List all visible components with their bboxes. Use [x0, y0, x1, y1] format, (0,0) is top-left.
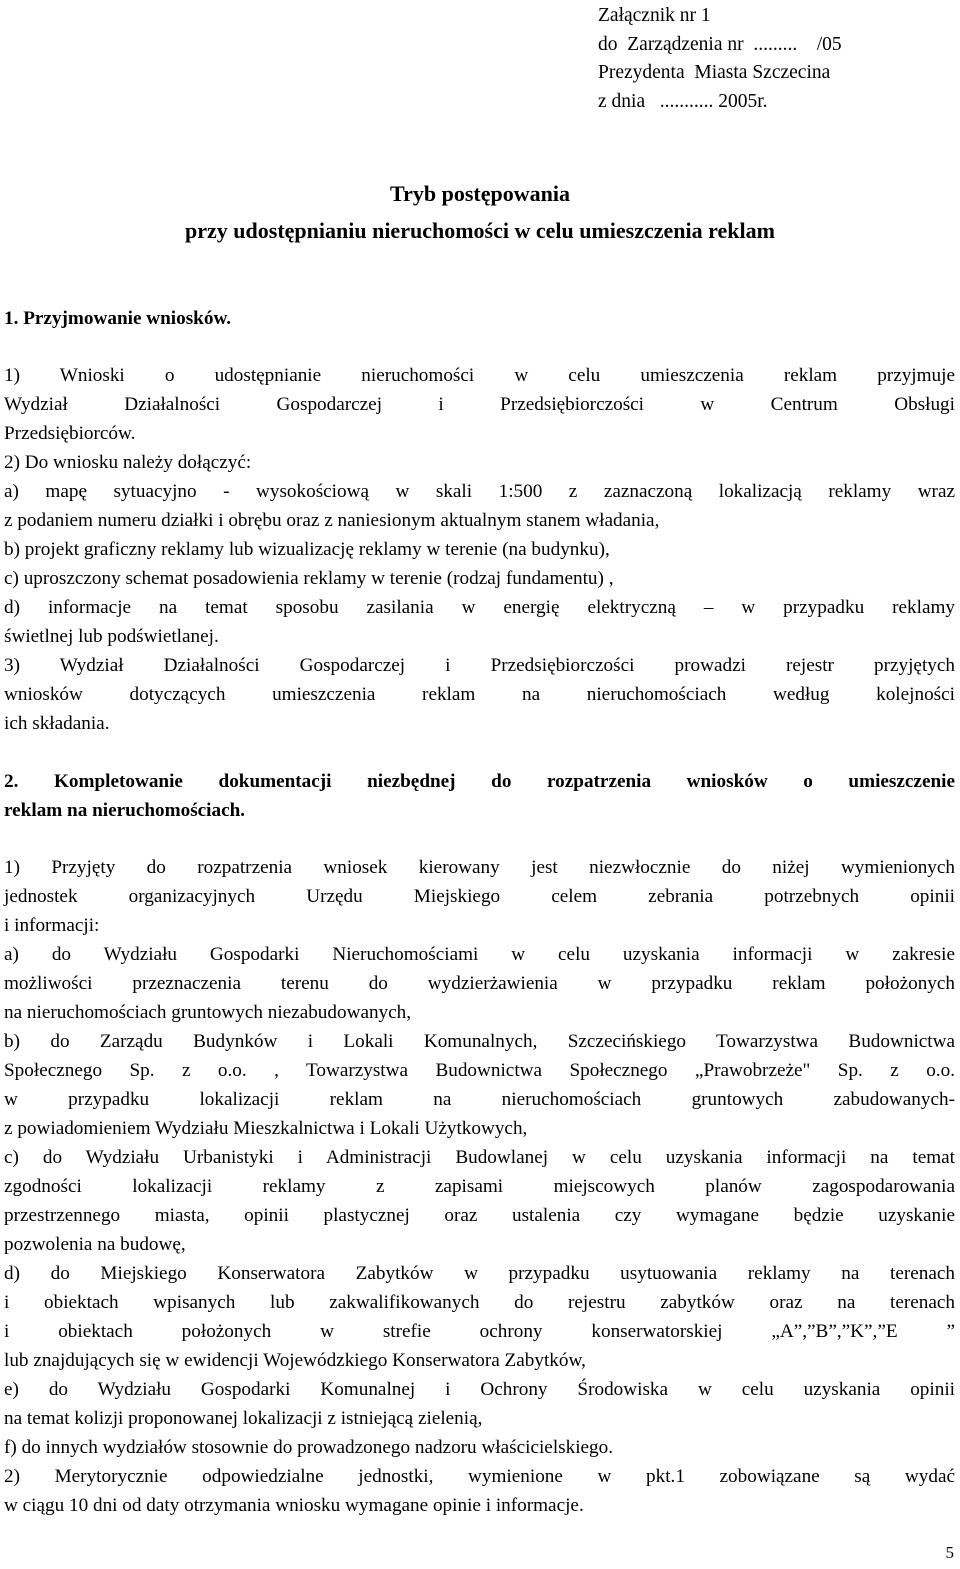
section-2-item-c-line-1: c) do Wydziału Urbanistyki i Administracji Budowlanej w celu uzyskania informacji na temat — [4, 1147, 955, 1168]
section-2-point-1-line-2: jednostek organizacyjnych Urzędu Miejskiego celem zebrania potrzebnych opinii — [4, 886, 955, 907]
section-1-point-3 — [4, 651, 955, 738]
section-2-item-b-line-1: b) do Zarządu Budynków i Lokali Komunalnych, Szczecińskiego Towarzystwa Budownictwa — [4, 1031, 955, 1052]
page-number: 5 — [945, 1543, 954, 1562]
section-2-item-b-line-4: z powiadomieniem Wydziału Mieszkalnictwa i Lokali Użytkowych, — [4, 1118, 528, 1139]
title-line-1: Tryb postępowania — [390, 181, 570, 206]
section-2-item-b-line-3: w przypadku lokalizacji reklam na nieruchomościach gruntowych zabudowanych- — [4, 1089, 955, 1110]
section-1-item-a-line-1: a) mapę sytuacyjno - wysokościową w skali 1:500 z zaznaczoną lokalizacją reklamy wraz — [4, 481, 955, 502]
section-1-point-2 — [4, 448, 955, 651]
section-2-item-f: f) do innych wydziałów stosownie do prowadzonego nadzoru właścicielskiego. — [4, 1437, 614, 1458]
section-2-item-c-line-2: zgodności lokalizacji reklamy z zapisami miejscowych planów zagospodarowania — [4, 1176, 955, 1197]
section-1-point-1-line-2: Wydział Działalności Gospodarczej i Przedsiębiorczości w Centrum Obsługi — [4, 394, 955, 415]
section-2-item-d-line-1: d) do Miejskiego Konserwatora Zabytków w przypadku usytuowania reklamy na terenach — [4, 1263, 955, 1284]
attachment-header — [598, 2, 958, 116]
section-2-item-e-line-1: e) do Wydziału Gospodarki Komunalnej i Ochrony Środowiska w celu uzyskania opinii — [4, 1379, 955, 1400]
section-2-item-a-line-2: możliwości przeznaczenia terenu do wydzierżawienia w przypadku reklam położonych — [4, 973, 955, 994]
header-line-2: do Zarządzenia nr ......... /05 — [598, 33, 842, 55]
section-2-heading-line-1: 2. Kompletowanie dokumentacji niezbędnej do rozpatrzenia wniosków o umieszczenie — [4, 771, 955, 792]
section-1-heading-text: 1. Przyjmowanie wniosków. — [4, 308, 232, 329]
section-1-point-1-line-3: Przedsiębiorców. — [4, 423, 136, 444]
section-2-point-1 — [4, 853, 955, 1520]
header-line-4: z dnia ........... 2005r. — [598, 90, 768, 112]
section-2-item-c-line-4: pozwolenia na budowę, — [4, 1234, 186, 1255]
section-1-point-3-line-3: ich składania. — [4, 713, 110, 734]
section-2-item-a-line-1: a) do Wydziału Gospodarki Nieruchomościami w celu uzyskania informacji w zakresie — [4, 944, 955, 965]
section-2-point-1-line-3: i informacji: — [4, 915, 100, 936]
header-line-3: Prezydenta Miasta Szczecina — [598, 62, 831, 83]
section-2-item-c-line-3: przestrzennego miasta, opinii plastycznej oraz ustalenia czy wymagane będzie uzyskanie — [4, 1205, 955, 1226]
section-2-heading — [4, 767, 955, 825]
section-2-item-b-line-2: Społecznego Sp. z o.o. , Towarzystwa Budownictwa Społecznego „Prawobrzeże" Sp. z o.o. — [4, 1060, 955, 1081]
header-line-1: Załącznik nr 1 — [598, 5, 711, 26]
section-1-item-d-line-2: świetlnej lub podświetlanej. — [4, 626, 219, 647]
section-2-item-a-line-3: na nieruchomościach gruntowych niezabudowanych, — [4, 1002, 412, 1023]
section-1-point-1 — [4, 361, 955, 448]
section-1-item-d-line-1: d) informacje na temat sposobu zasilania w energię elektryczną – w przypadku reklamy — [4, 597, 955, 618]
section-2-point-2-line-2: w ciągu 10 dni od daty otrzymania wniosku wymagane opinie i informacje. — [4, 1495, 584, 1516]
section-1-heading — [4, 304, 955, 333]
section-2-item-e-line-2: na temat kolizji proponowanej lokalizacji z istniejącą zielenią, — [4, 1408, 483, 1429]
section-1-item-c: c) uproszczony schemat posadowienia reklamy w terenie (rodzaj fundamentu) , — [4, 568, 614, 589]
section-2-item-d-line-2: i obiektach wpisanych lub zakwalifikowanych do rejestru zabytków oraz na terenach — [4, 1292, 955, 1313]
section-2-point-1-line-1: 1) Przyjęty do rozpatrzenia wniosek kierowany jest niezwłocznie do niżej wymienionych — [4, 857, 955, 878]
section-1-point-1-line-1: 1) Wnioski o udostępnianie nieruchomości w celu umieszczenia reklam przyjmuje — [4, 365, 955, 386]
section-1-point-3-line-1: 3) Wydział Działalności Gospodarczej i Przedsiębiorczości prowadzi rejestr przyjętych — [4, 655, 955, 676]
section-1-point-2-line-1: 2) Do wniosku należy dołączyć: — [4, 452, 252, 473]
section-1-point-3-line-2: wniosków dotyczących umieszczenia reklam na nieruchomościach według kolejności — [4, 684, 955, 705]
section-2-point-2-line-1: 2) Merytorycznie odpowiedzialne jednostki, wymienione w pkt.1 zobowiązane są wydać — [4, 1466, 955, 1487]
title-line-2: przy udostępnianiu nieruchomości w celu umieszczenia reklam — [185, 218, 775, 243]
section-1-item-b: b) projekt graficzny reklamy lub wizualizację reklamy w terenie (na budynku), — [4, 539, 610, 560]
section-1-item-a-line-2: z podaniem numeru działki i obrębu oraz z naniesionym aktualnym stanem władania, — [4, 510, 660, 531]
document-title — [0, 175, 960, 249]
section-2-item-d-line-3: i obiektach położonych w strefie ochrony konserwatorskiej „A”,”B”,”K”,”E ” — [4, 1321, 955, 1342]
section-2-item-d-line-4: lub znajdujących się w ewidencji Wojewódzkiego Konserwatora Zabytków, — [4, 1350, 586, 1371]
section-2-heading-line-2: reklam na nieruchomościach. — [4, 800, 246, 821]
